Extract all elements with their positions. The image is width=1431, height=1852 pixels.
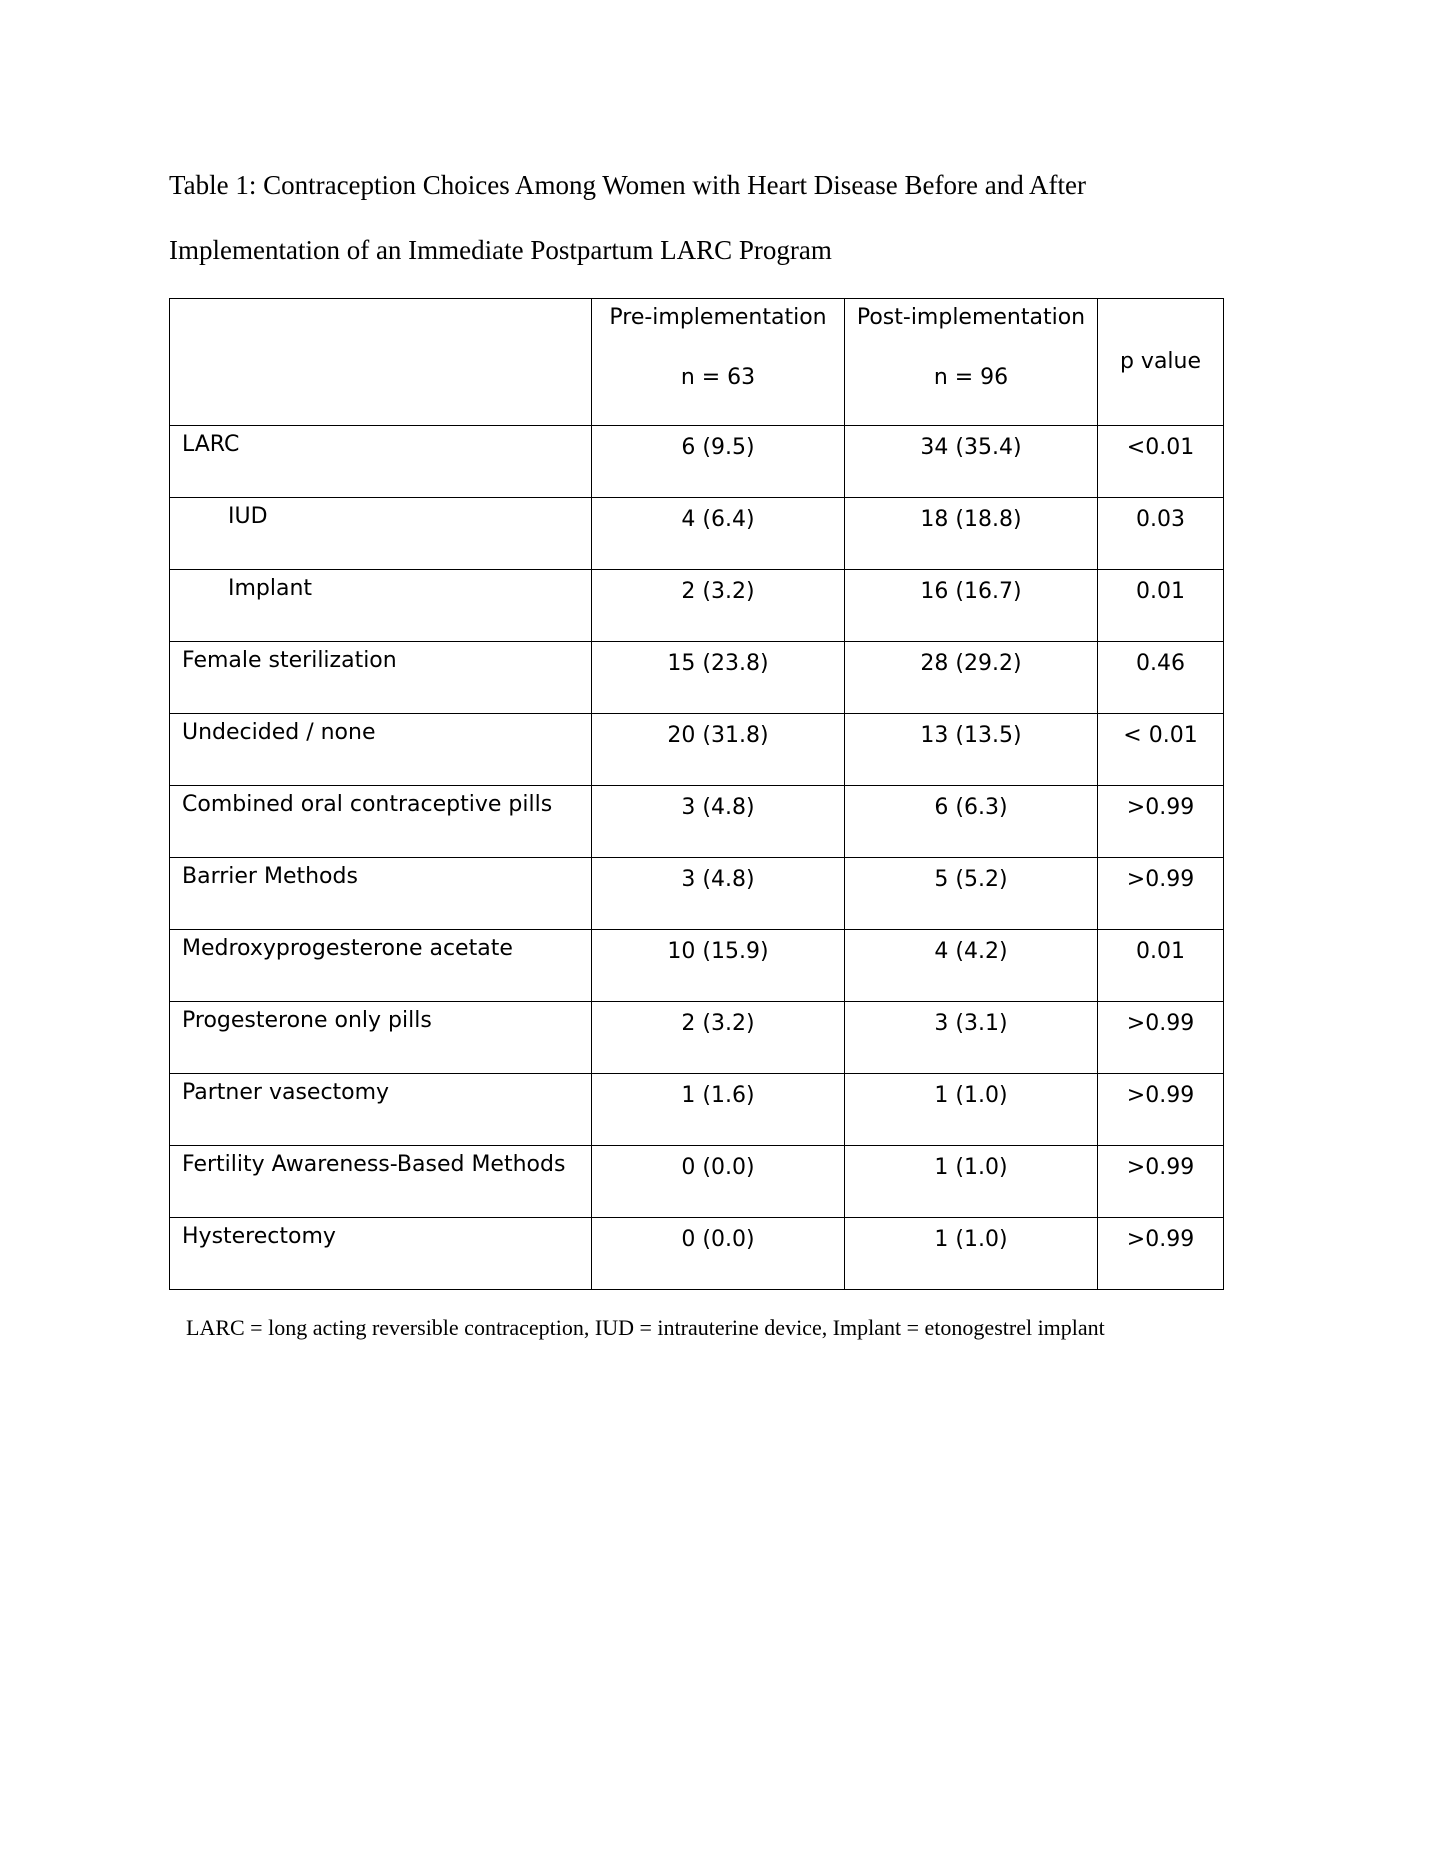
contraception-table (169, 298, 1224, 1290)
row-post-value: 28 (29.2) (845, 642, 1098, 714)
table-row (170, 642, 1224, 714)
row-pre-value: 2 (3.2) (592, 1002, 845, 1074)
row-label: Partner vasectomy (170, 1074, 592, 1146)
row-p-value: 0.46 (1098, 642, 1224, 714)
row-post-value: 5 (5.2) (845, 858, 1098, 930)
row-post-value: 13 (13.5) (845, 714, 1098, 786)
table-row (170, 1218, 1224, 1290)
row-label: Barrier Methods (170, 858, 592, 930)
row-pre-value: 4 (6.4) (592, 498, 845, 570)
row-p-value: >0.99 (1098, 786, 1224, 858)
header-label-cell (170, 299, 592, 426)
header-post-n: n = 96 (933, 365, 1009, 390)
table-row (170, 1146, 1224, 1218)
row-label: Progesterone only pills (170, 1002, 592, 1074)
row-pre-value: 1 (1.6) (592, 1074, 845, 1146)
header-row (170, 299, 1224, 426)
table-row (170, 426, 1224, 498)
row-p-value: >0.99 (1098, 1002, 1224, 1074)
row-label: Undecided / none (170, 714, 592, 786)
row-pre-value: 15 (23.8) (592, 642, 845, 714)
table-row (170, 570, 1224, 642)
header-pre-label: Pre-implementation (609, 305, 827, 330)
row-post-value: 3 (3.1) (845, 1002, 1098, 1074)
row-label: Fertility Awareness-Based Methods (170, 1146, 592, 1218)
header-p-value: p value (1098, 299, 1224, 426)
row-p-value: 0.03 (1098, 498, 1224, 570)
row-label: Medroxyprogesterone acetate (170, 930, 592, 1002)
row-pre-value: 10 (15.9) (592, 930, 845, 1002)
table-title-line-2: Implementation of an Immediate Postpartum LARC Program (169, 235, 832, 265)
row-pre-value: 3 (4.8) (592, 858, 845, 930)
row-label: Hysterectomy (170, 1218, 592, 1290)
row-label: Combined oral contraceptive pills (170, 786, 592, 858)
row-label: Implant (170, 570, 592, 642)
header-pre-implementation (592, 299, 845, 426)
header-pre-n: n = 63 (680, 365, 756, 390)
table-row (170, 1002, 1224, 1074)
row-pre-value: 0 (0.0) (592, 1218, 845, 1290)
row-pre-value: 6 (9.5) (592, 426, 845, 498)
row-p-value: >0.99 (1098, 1074, 1224, 1146)
header-post-label: Post-implementation (856, 305, 1086, 330)
row-p-value: 0.01 (1098, 570, 1224, 642)
row-label: Female sterilization (170, 642, 592, 714)
row-label: LARC (170, 426, 592, 498)
table-footnote: LARC = long acting reversible contraception, IUD = intrauterine device, Implant = etonogestrel implant (186, 1315, 1105, 1340)
row-post-value: 6 (6.3) (845, 786, 1098, 858)
table-row (170, 786, 1224, 858)
table-row (170, 930, 1224, 1002)
row-post-value: 1 (1.0) (845, 1074, 1098, 1146)
row-post-value: 1 (1.0) (845, 1146, 1098, 1218)
row-post-value: 34 (35.4) (845, 426, 1098, 498)
row-p-value: <0.01 (1098, 426, 1224, 498)
row-post-value: 18 (18.8) (845, 498, 1098, 570)
row-pre-value: 2 (3.2) (592, 570, 845, 642)
row-p-value: < 0.01 (1098, 714, 1224, 786)
row-label: IUD (170, 498, 592, 570)
row-post-value: 1 (1.0) (845, 1218, 1098, 1290)
row-p-value: >0.99 (1098, 1218, 1224, 1290)
row-p-value: 0.01 (1098, 930, 1224, 1002)
table-row (170, 1074, 1224, 1146)
header-post-implementation (845, 299, 1098, 426)
row-pre-value: 20 (31.8) (592, 714, 845, 786)
row-p-value: >0.99 (1098, 858, 1224, 930)
table-row (170, 858, 1224, 930)
row-post-value: 16 (16.7) (845, 570, 1098, 642)
table-body (170, 299, 1224, 1290)
row-pre-value: 3 (4.8) (592, 786, 845, 858)
row-p-value: >0.99 (1098, 1146, 1224, 1218)
table-title-line-1: Table 1: Contraception Choices Among Women with Heart Disease Before and After (169, 170, 1086, 200)
row-pre-value: 0 (0.0) (592, 1146, 845, 1218)
table-row (170, 498, 1224, 570)
table-row (170, 714, 1224, 786)
row-post-value: 4 (4.2) (845, 930, 1098, 1002)
